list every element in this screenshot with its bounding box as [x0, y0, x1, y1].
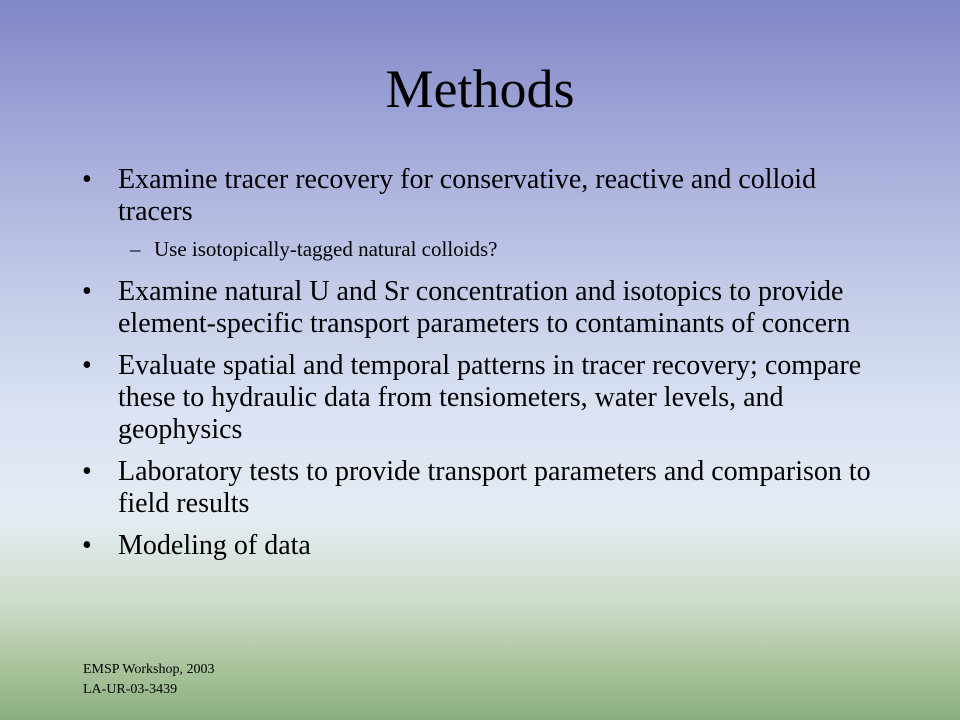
bullet-text: Evaluate spatial and temporal patterns in tracer recovery; compare these to hydraulic data from tensiometers, water levels, and geophysics: [118, 350, 862, 445]
bullet-text: Modeling of data: [118, 530, 311, 561]
sub-bullet-text: Use isotopically-tagged natural colloids?: [154, 237, 498, 261]
bullet-marker: •: [82, 350, 92, 381]
bullet-text: Examine tracer recovery for conservative, reactive and colloid tracers: [118, 164, 817, 227]
bullet-marker: •: [82, 276, 92, 307]
bullet-text: Laboratory tests to provide transport parameters and comparison to field results: [118, 456, 871, 519]
sub-bullet-item: [82, 236, 882, 262]
footer-report-number: LA-UR-03-3439: [83, 682, 178, 697]
bullet-item: [82, 530, 882, 562]
bullet-item: [82, 456, 882, 520]
bullet-text: Examine natural U and Sr concentration and isotopics to provide element-specific transport parameters to contaminants of concern: [118, 276, 851, 339]
sub-bullet-marker: –: [130, 237, 141, 261]
bullet-marker: •: [82, 164, 92, 195]
bullet-item: [82, 164, 882, 228]
slide-footer: [83, 660, 215, 700]
bullet-marker: •: [82, 530, 92, 561]
bullet-marker: •: [82, 456, 92, 487]
bullet-item: [82, 276, 882, 340]
footer-event: EMSP Workshop, 2003: [83, 662, 215, 677]
slide-title: Methods: [385, 59, 575, 119]
bullet-list: [82, 164, 882, 572]
bullet-item: [82, 350, 882, 446]
